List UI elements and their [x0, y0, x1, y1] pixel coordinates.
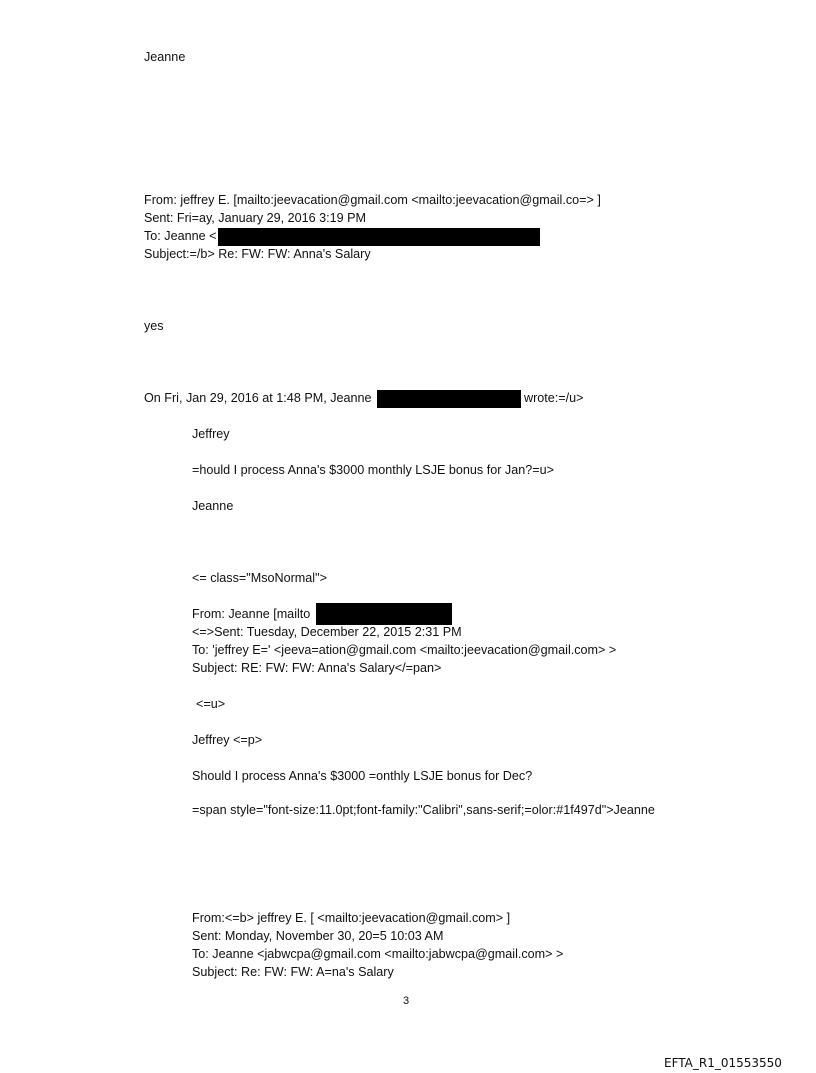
msg2-greeting: Jeffrey	[192, 427, 230, 441]
msg3-greeting: Jeffrey <=p>	[192, 733, 263, 747]
header3-from: From:<=b> jeffrey E. [ <mailto:jeevacation@gmail.com> ]	[192, 911, 511, 925]
header1-subject: Subject:=/b> Re: FW: FW: Anna's Salary	[144, 247, 371, 261]
header2-from: From: Jeanne [mailto	[192, 607, 311, 621]
header1-from: From: jeffrey E. [mailto:jeevacation@gmail.com <mailto:jeevacation@gmail.co=> ]	[144, 193, 601, 207]
header2-to: To: 'jeffrey E=' <jeeva=ation@gmail.com <mailto:jeevacation@gmail.com> >	[192, 643, 617, 657]
header1-sent: Sent: Fri=ay, January 29, 2016 3:19 PM	[144, 211, 367, 225]
reply-yes: yes	[144, 319, 164, 333]
msg3-signature: =span style="font-size:11.0pt;font-family:"Calibri",sans-serif;=olor:#1f497d">Jeanne	[192, 803, 655, 817]
header1-to: To: Jeanne <	[144, 229, 217, 243]
header3-sent: Sent: Monday, November 30, 20=5 10:03 AM	[192, 929, 444, 943]
signature-jeanne-top: Jeanne	[144, 50, 186, 64]
redaction-box	[218, 228, 540, 246]
redaction-box	[377, 390, 521, 408]
quote-intro-after: wrote:=/u>	[524, 391, 584, 405]
header2-subject: Subject: RE: FW: FW: Anna's Salary</=pan>	[192, 661, 442, 675]
quote-intro-before: On Fri, Jan 29, 2016 at 1:48 PM, Jeanne	[144, 391, 372, 405]
msg2-body: =hould I process Anna's $3000 monthly LSJE bonus for Jan?=u>	[192, 463, 554, 477]
header3-subject: Subject: Re: FW: FW: A=na's Salary	[192, 965, 394, 979]
page-number: 3	[403, 995, 410, 1007]
msg3-u-line: <=u>	[196, 697, 226, 711]
redaction-box	[316, 603, 452, 625]
document-id-footer: EFTA_R1_01553550	[664, 1056, 782, 1070]
msg3-body: Should I process Anna's $3000 =onthly LSJE bonus for Dec?	[192, 769, 533, 783]
header2-sent: <=>Sent: Tuesday, December 22, 2015 2:31 PM	[192, 625, 462, 639]
mso-normal-line: <= class="MsoNormal">	[192, 571, 327, 585]
header3-to: To: Jeanne <jabwcpa@gmail.com <mailto:jabwcpa@gmail.com> >	[192, 947, 564, 961]
msg2-signature: Jeanne	[192, 499, 234, 513]
